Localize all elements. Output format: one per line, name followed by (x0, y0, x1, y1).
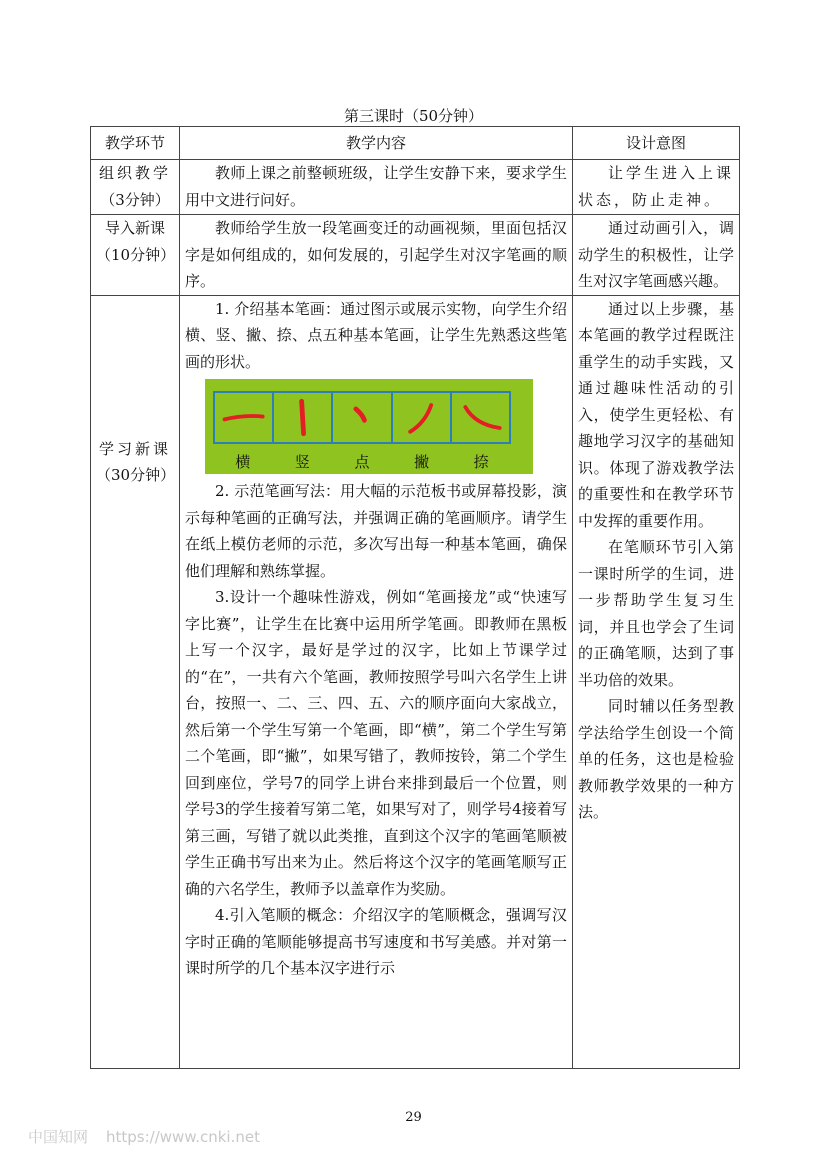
stage-time: （30分钟） (96, 466, 176, 484)
stroke-na-icon (452, 393, 509, 442)
content-cell (180, 160, 573, 215)
stage-time: （10分钟） (96, 245, 176, 264)
intent-paragraph-2: 在笔顺环节引入第一课时所学的生词，进一步帮助学生复习生词，并且也学会了生词的正确笔顺，达到了事半功倍的效果。 (578, 538, 734, 689)
intent-cell (573, 215, 740, 296)
content-paragraph-4: 4.引入笔顺的概念：介绍汉字的笔顺概念，强调写汉字时正确的笔顺能够提高书写速度和书写美感。并对第一课时所学的几个基本汉字进行示 (185, 906, 567, 977)
intent-text: 通过动画引入，调动学生的积极性，让学生对汉字笔画感兴趣。 (578, 219, 734, 290)
stage-name: 组织教学 (98, 164, 171, 182)
table-caption: 第三课时（50分钟） (343, 107, 484, 125)
header-intent: 设计意图 (573, 127, 740, 160)
table-row-org (91, 160, 740, 215)
watermark-brand: 中国知网 (28, 1128, 89, 1146)
table-row-main (91, 295, 740, 1068)
stroke-dian-icon (333, 393, 392, 442)
content-cell (180, 295, 573, 1068)
stage-cell (91, 295, 180, 1068)
stroke-illustration (205, 379, 533, 474)
cnki-watermark (28, 1126, 260, 1147)
stroke-label: 横 (235, 453, 251, 471)
stroke-label: 点 (354, 453, 370, 471)
stage-cell (91, 215, 180, 296)
intent-paragraph-1: 通过以上步骤，基本笔画的教学过程既注重学生的动手实践，又通过趣味性活动的引入，使学生更轻松、有趣地学习汉字的基础知识。体现了游戏教学法的重要性和在教学环节中发挥的重要作用。 (578, 299, 734, 530)
header-content: 教学内容 (180, 127, 573, 160)
header-stage: 教学环节 (91, 127, 180, 160)
table-row-intro (91, 215, 740, 296)
intent-paragraph-3: 同时辅以任务型教学法给学生创设一个简单的任务，这也是检验教师教学效果的一种方法。 (578, 697, 734, 821)
stroke-label: 撇 (414, 453, 430, 471)
content-text: 教师给学生放一段笔画变迁的动画视频，里面包括汉字是如何组成的，如何发展的，引起学生对汉字笔画的顺序。 (185, 219, 567, 290)
stage-time: （3分钟） (100, 190, 170, 209)
stage-name: 导入新课 (104, 219, 165, 237)
stroke-heng-icon (215, 393, 274, 442)
table-header-row (91, 127, 740, 160)
lesson-table (90, 126, 740, 1069)
watermark-url: https://www.cnki.net (106, 1128, 260, 1146)
content-text: 教师上课之前整顿班级，让学生安静下来，要求学生用中文进行问好。 (185, 164, 567, 209)
content-paragraph-3: 3.设计一个趣味性游戏，例如“笔画接龙”或“快速写字比赛”，让学生在比赛中运用所学笔画。即教师在黑板上写一个汉字，最好是学过的汉字，比如上节课学过的“在”，一共有六个笔画，教师按照学号叫六名学生上讲台，按照一、二、三、四、五、六的顺序面向大家战立，然后第一个学生写第一个笔画，即“横”，第二个学生写第二个笔画，即“撇”，如果写错了，教师按铃，第二个学生回到座位，学号7的同学上讲台来排到最后一个位置，则学号3的学生接着写第二笔，如果写对了，则学号4接着写第三画，写错了就以此类推，直到这个汉字的笔画笔顺被学生正确书写出来为止。然后将这个汉字的笔画笔顺写正确的六名学生，教师予以盖章作为奖励。 (185, 588, 567, 898)
stage-cell (91, 160, 180, 215)
stroke-pie-icon (393, 393, 452, 442)
stroke-label: 竖 (294, 453, 310, 471)
content-cell (180, 215, 573, 296)
stroke-label: 捺 (473, 453, 489, 471)
intent-cell (573, 295, 740, 1068)
stroke-shu-icon (274, 393, 333, 442)
content-paragraph-2: 2. 示范笔画写法：用大幅的示范板书或屏幕投影，演示每种笔画的正确写法，并强调正确的笔画顺序。请学生在纸上模仿老师的示范，多次写出每一种基本笔画，确保他们理解和熟练掌握。 (185, 482, 567, 580)
page-number: 29 (405, 1110, 422, 1125)
stroke-grid (213, 391, 511, 444)
stroke-labels (213, 449, 511, 476)
content-paragraph-1: 1. 介绍基本笔画：通过图示或展示实物，向学生介绍横、竖、撇、捺、点五种基本笔画，让学生先熟悉这些笔画的形状。 (185, 299, 567, 371)
stage-name: 学习新课 (98, 439, 171, 458)
intent-cell (573, 160, 740, 215)
intent-text: 让学生进入上课状态，防止走神。 (578, 164, 735, 209)
